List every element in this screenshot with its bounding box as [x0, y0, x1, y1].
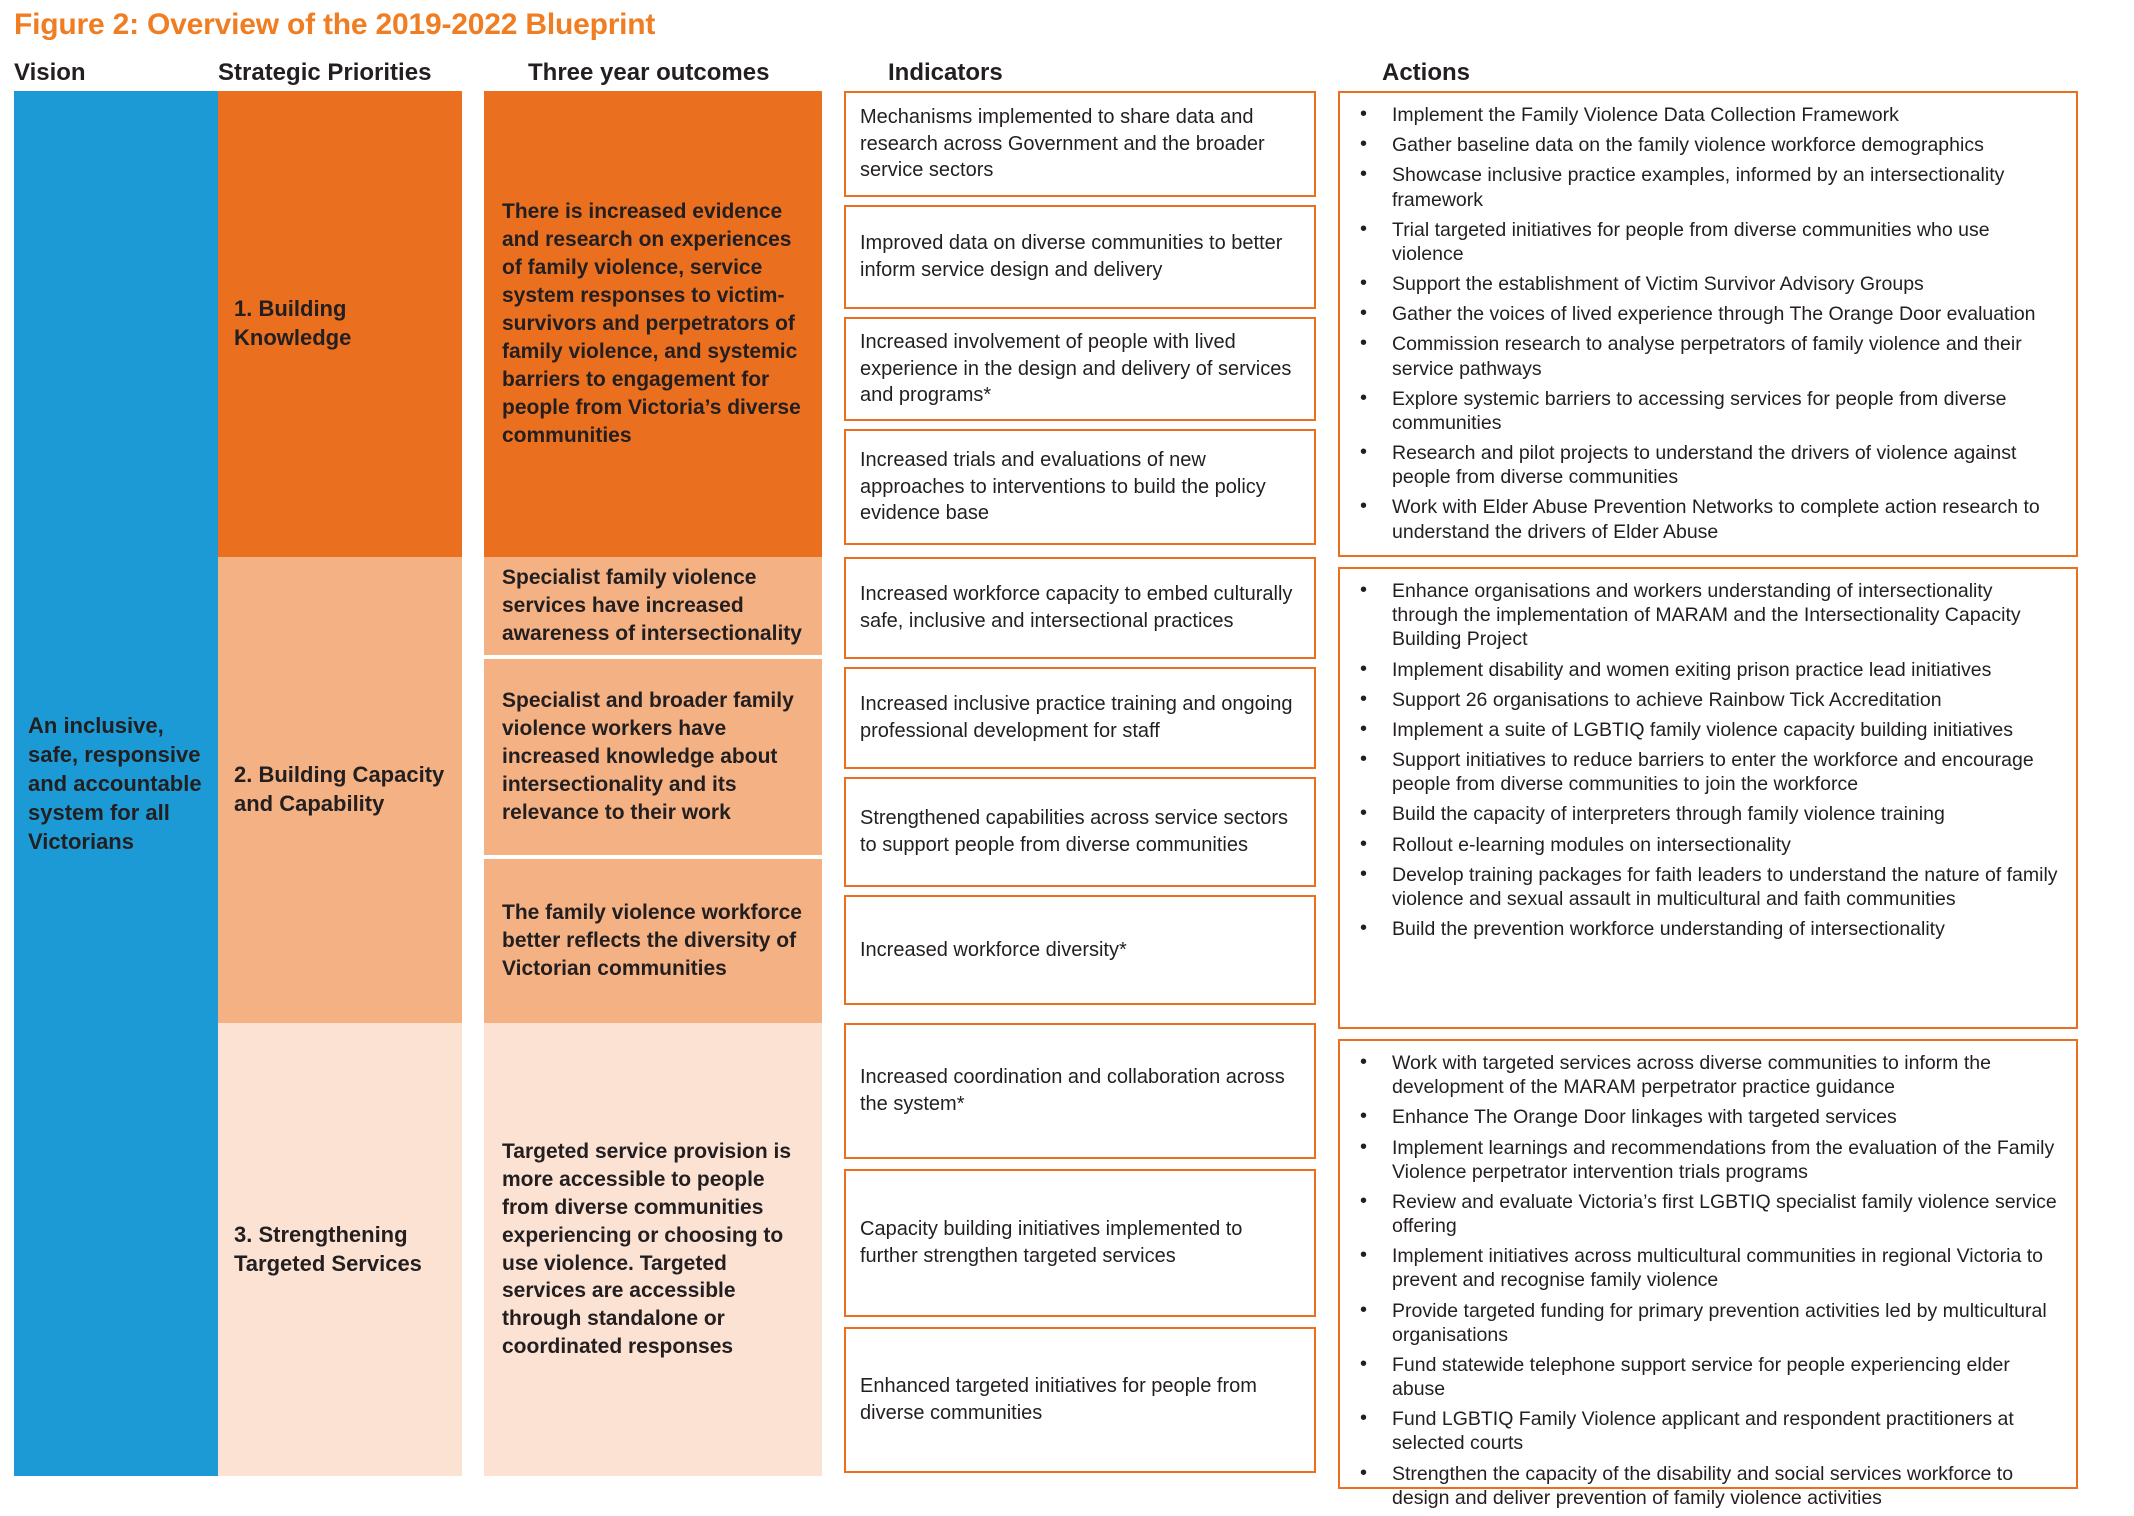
indicators-column: [844, 91, 1338, 1485]
vision-text: An inclusive, safe, responsive and accountable system for all Victorians: [28, 712, 202, 855]
action-item: • Review and evaluate Victoria’s first LGBTIQ specialist family violence service offering: [1346, 1190, 2068, 1244]
actions-card-3: [1338, 1039, 2078, 1509]
action-item: • Trial targeted initiatives for people from diverse communities who use violence: [1346, 218, 2068, 272]
actions-card-1: [1338, 91, 2078, 557]
priority-label: 2. Building Capacity and Capability: [234, 762, 445, 816]
action-item: • Commission research to analyse perpetrators of family violence and their service pathways: [1346, 332, 2068, 386]
action-item: • Showcase inclusive practice examples, informed by an intersectionality framework: [1346, 163, 2068, 217]
outcome-card: Targeted service provision is more accessible to people from diverse communities experiencing or choosing to use violence. Targeted services are accessible through standalone or coordinated responses: [484, 1023, 822, 1476]
heading-outcomes: Three year outcomes: [528, 59, 770, 86]
heading-vision: Vision: [14, 59, 86, 86]
indicator-card: Capacity building initiatives implemented to further strengthen targeted services: [844, 1169, 1316, 1317]
diagram-grid: [0, 85, 2134, 1509]
figure-title: Figure 2: Overview of the 2019-2022 Blueprint: [14, 8, 656, 41]
actions-card-2: [1338, 567, 2078, 1029]
action-item: • Implement a suite of LGBTIQ family violence capacity building initiatives: [1346, 718, 2068, 748]
actions-list-1: [1346, 103, 2068, 550]
indicator-card: Mechanisms implemented to share data and research across Government and the broader service sectors: [844, 91, 1316, 197]
action-item: • Provide targeted funding for primary prevention activities led by multicultural organisations: [1346, 1299, 2068, 1353]
action-item: • Enhance The Orange Door linkages with targeted services: [1346, 1105, 2068, 1135]
indicator-card: Increased trials and evaluations of new approaches to interventions to build the policy evidence base: [844, 429, 1316, 545]
action-item: • Gather the voices of lived experience through The Orange Door evaluation: [1346, 302, 2068, 332]
action-item: • Implement learnings and recommendations from the evaluation of the Family Violence perpetrator intervention trials programs: [1346, 1136, 2068, 1190]
heading-actions: Actions: [1382, 59, 1471, 86]
action-item: • Implement disability and women exiting prison practice lead initiatives: [1346, 658, 2068, 688]
outcome-card: Specialist and broader family violence workers have increased knowledge about intersectionality and its relevance to their work: [484, 659, 822, 855]
vision-bar: [14, 91, 218, 1476]
action-item: • Implement initiatives across multicultural communities in regional Victoria to prevent and recognise family violence: [1346, 1244, 2068, 1298]
action-item: • Support 26 organisations to achieve Rainbow Tick Accreditation: [1346, 688, 2068, 718]
action-item: • Strengthen the capacity of the disability and social services workforce to design and deliver prevention of family violence activities: [1346, 1462, 2068, 1516]
outcome-card: The family violence workforce better reflects the diversity of Victorian communities: [484, 859, 822, 1023]
action-item: • Build the capacity of interpreters through family violence training: [1346, 802, 2068, 832]
action-item: • Fund statewide telephone support service for people experiencing elder abuse: [1346, 1353, 2068, 1407]
priorities-column: [218, 91, 484, 1485]
indicator-card: Improved data on diverse communities to better inform service design and delivery: [844, 205, 1316, 309]
action-item: • Work with Elder Abuse Prevention Networks to complete action research to understand the drivers of Elder Abuse: [1346, 495, 2068, 549]
priority-label: 3. Strengthening Targeted Services: [234, 1221, 422, 1276]
action-item: • Support initiatives to reduce barriers to enter the workforce and encourage people from diverse communities to join the workforce: [1346, 748, 2068, 802]
action-item: • Gather baseline data on the family violence workforce demographics: [1346, 133, 2068, 163]
outcomes-column: [484, 91, 844, 1485]
actions-list-2: [1346, 579, 2068, 947]
indicator-card: Strengthened capabilities across service sectors to support people from diverse communities: [844, 777, 1316, 887]
heading-priorities: Strategic Priorities: [218, 59, 432, 86]
action-item: • Build the prevention workforce understanding of intersectionality: [1346, 917, 2068, 947]
column-headings: [0, 41, 2134, 85]
priority-card-2: [218, 557, 462, 1023]
vision-column: [14, 91, 218, 1485]
priority-card-3: [218, 1023, 462, 1476]
indicator-card: Increased workforce diversity*: [844, 895, 1316, 1005]
indicator-card: Increased workforce capacity to embed culturally safe, inclusive and intersectional practices: [844, 557, 1316, 659]
action-item: • Rollout e-learning modules on intersectionality: [1346, 833, 2068, 863]
indicator-card: Increased involvement of people with lived experience in the design and delivery of services and programs*: [844, 317, 1316, 421]
action-item: • Research and pilot projects to understand the drivers of violence against people from diverse communities: [1346, 441, 2068, 495]
action-item: • Explore systemic barriers to accessing services for people from diverse communities: [1346, 387, 2068, 441]
indicator-card: Increased coordination and collaboration across the system*: [844, 1023, 1316, 1159]
action-item: • Develop training packages for faith leaders to understand the nature of family violence and sexual assault in multicultural and faith communities: [1346, 863, 2068, 917]
indicator-card: Increased inclusive practice training and ongoing professional development for staff: [844, 667, 1316, 769]
priority-card-1: [218, 91, 462, 557]
outcome-card: Specialist family violence services have increased awareness of intersectionality: [484, 557, 822, 655]
outcome-card: There is increased evidence and research on experiences of family violence, service system responses to victim-survivors and perpetrators of family violence, and systemic barriers to engagement for people from Victoria’s diverse communities: [484, 91, 822, 557]
action-item: • Implement the Family Violence Data Collection Framework: [1346, 103, 2068, 133]
action-item: • Work with targeted services across diverse communities to inform the development of the MARAM perpetrator practice guidance: [1346, 1051, 2068, 1105]
indicator-card: Enhanced targeted initiatives for people from diverse communities: [844, 1327, 1316, 1473]
heading-indicators: Indicators: [888, 59, 1003, 86]
action-item: • Support the establishment of Victim Survivor Advisory Groups: [1346, 272, 2068, 302]
action-item: • Fund LGBTIQ Family Violence applicant and respondent practitioners at selected courts: [1346, 1407, 2068, 1461]
actions-list-3: [1346, 1051, 2068, 1516]
actions-column: [1338, 91, 2078, 1509]
action-item: • Enhance organisations and workers understanding of intersectionality through the implementation of MARAM and the Intersectionality Capacity Building Project: [1346, 579, 2068, 658]
priority-label: 1. Building Knowledge: [234, 296, 352, 350]
